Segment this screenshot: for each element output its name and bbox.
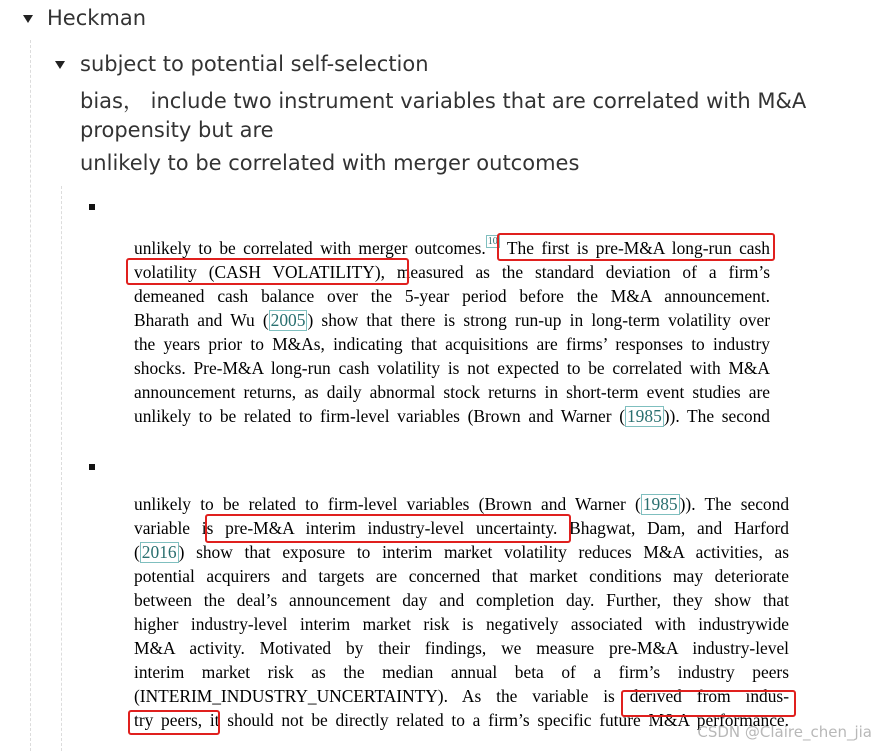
outline-child-line-1[interactable]: subject to potential self-selection	[80, 52, 429, 76]
footnote-link[interactable]: 10	[487, 236, 498, 247]
citation-link[interactable]: 1985	[626, 406, 662, 426]
highlight-box-cash-volatility	[126, 258, 409, 285]
excerpt1-line: unlikely to be related to firm-level variables (Brown and Warner ( 1985 )). The second	[134, 406, 771, 426]
outline-child-line-2[interactable]: bias， include two instrument variables that are correlated with M&A	[80, 89, 807, 113]
outline-child-line-3[interactable]: propensity but are	[80, 118, 274, 142]
excerpt2-line: variable is pre-M&A interim industry-level uncertainty. Bhagwat, Dam, and Harford	[134, 518, 789, 538]
excerpt2-line: potential acquirers and targets are concerned that market conditions may deteriorate	[134, 566, 789, 586]
bullet-icon	[89, 204, 95, 210]
citation-link[interactable]: 1985	[642, 494, 678, 514]
excerpt1-line: shocks. Pre-M&A long-run cash volatility is not expected to be correlated with M&A	[134, 358, 770, 378]
excerpt2-line: unlikely to be related to firm-level variables (Brown and Warner ( 1985 )). The second	[134, 494, 790, 514]
excerpt2-line: ( 2016 ) show that exposure to interim market volatility reduces M&A activities, as	[134, 542, 789, 562]
excerpt1-line: volatility (CASH VOLATILITY), measured as the standard deviation of a firm’s	[134, 262, 770, 282]
excerpt2-line: try peers, it should not be directly related to a firm’s specific future M&A performance.	[134, 710, 789, 730]
outline-guide-level1	[30, 40, 31, 751]
excerpt2-line: (INTERIM_INDUSTRY_UNCERTAINTY). As the variable is derived from indus-	[134, 686, 789, 706]
excerpt2-line: M&A activity. Motivated by their findings, we measure pre-M&A industry-level	[134, 638, 789, 658]
outline-item-heckman[interactable]: Heckman	[47, 6, 147, 30]
excerpt2-line: interim market risk as the median annual beta of a firm’s industry peers	[134, 662, 789, 682]
highlight-box-derived-industry	[621, 690, 796, 717]
excerpt1-line: demeaned cash balance over the 5-year period before the M&A announcement.	[134, 286, 770, 306]
bullet-icon	[89, 464, 95, 470]
excerpt1-line: Bharath and Wu ( 2005 ) show that there is strong run-up in long-term volatility over	[134, 310, 771, 330]
highlight-box-first-instrument	[497, 233, 775, 261]
watermark: CSDN @Claire_chen_jia	[697, 723, 872, 741]
excerpt1-line: announcement returns, as daily abnormal stock returns in short-term event studies are	[134, 382, 770, 402]
excerpt1-line: the years prior to M&As, indicating that acquisitions are firms’ responses to industry	[134, 334, 770, 354]
collapse-triangle-icon[interactable]	[23, 15, 33, 23]
outline-child-line-4[interactable]: unlikely to be correlated with merger outcomes	[80, 151, 580, 175]
collapse-triangle-icon[interactable]	[55, 61, 65, 69]
highlight-box-interim-uncertainty	[205, 514, 571, 543]
excerpt1-line: unlikely to be correlated with merger outcomes. $^{10}$ The first is pre-M&A long-run cash	[134, 236, 770, 258]
outline-guide-level2	[61, 186, 62, 751]
citation-link[interactable]: 2005	[270, 310, 306, 330]
excerpt2-line: higher industry-level interim market risk is negatively associated with industrywide	[134, 614, 789, 634]
highlight-box-industry-peers	[128, 710, 220, 735]
excerpt2-line: between the deal’s announcement day and completion day. Further, they show that	[134, 590, 789, 610]
citation-link[interactable]: 2016	[141, 542, 177, 562]
